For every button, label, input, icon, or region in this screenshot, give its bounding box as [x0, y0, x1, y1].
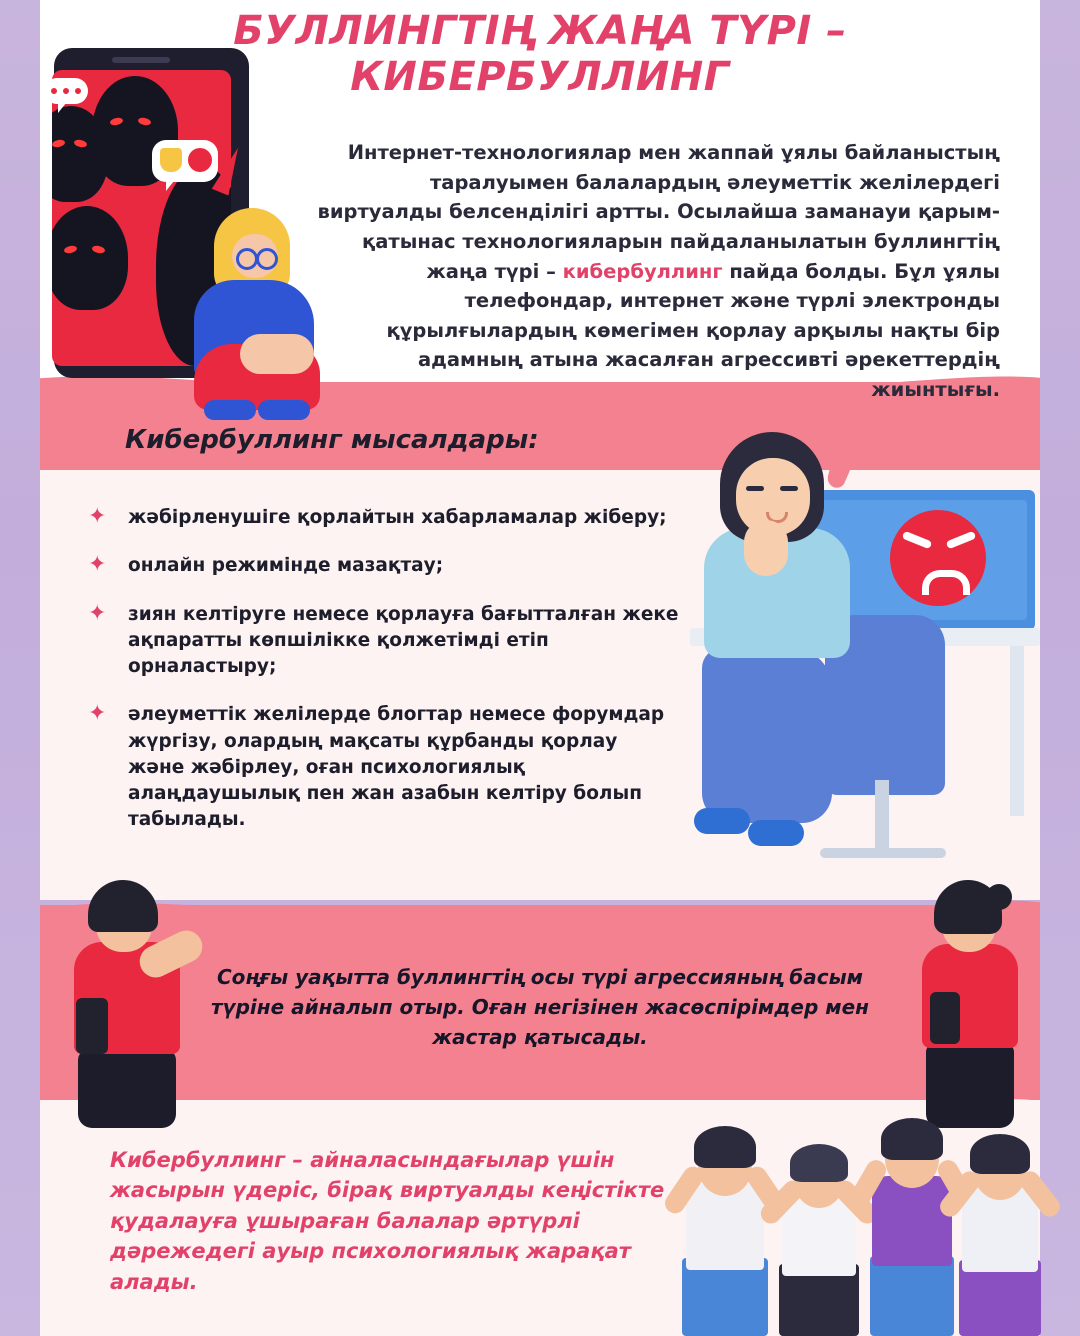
boy-hair [88, 880, 158, 932]
diamond-bullet-icon: ✦ [88, 552, 107, 578]
girl3-hair-bun [986, 884, 1012, 910]
girl-shoe-left [204, 400, 256, 420]
boy-legs [78, 1050, 176, 1128]
seated-girl-shoe-left [694, 808, 750, 834]
intro-paragraph [310, 138, 1000, 405]
seated-girl-legs [702, 648, 832, 823]
illustration-desk-girl [690, 400, 1040, 900]
examples-list [80, 505, 680, 856]
diamond-bullet-icon: ✦ [88, 701, 107, 727]
diamond-bullet-icon: ✦ [88, 600, 107, 626]
chair-stem [875, 780, 889, 850]
girl-arm [240, 334, 314, 374]
illustration-boy-with-phone [58, 880, 208, 1110]
seated-girl-arm [744, 520, 788, 576]
list-item [80, 702, 680, 833]
middle-statement: Соңғы уақытта буллингтің осы түрі агрессияның басым түріне айналып отыр. Оған негізінен жасөспірімдер мен жастар қатысады. [210, 965, 870, 1049]
title-line-1: БУЛЛИНГТІҢ ЖАҢА ТҮРІ – [233, 8, 847, 54]
title-line-2: КИБЕРБУЛЛИНГ [350, 54, 730, 100]
child-figure [946, 1136, 1054, 1336]
chair-base [820, 848, 946, 858]
intro-highlight-term: кибербуллинг [562, 259, 723, 283]
list-item-text: зиян келтіруге немесе қорлауға бағытталған жеке ақпаратты көпшілікке қолжетімді етіп орналастыру; [128, 603, 679, 678]
list-item [80, 505, 680, 531]
list-item [80, 553, 680, 579]
boy-phone-icon [76, 998, 108, 1054]
seated-girl-shoe-right [748, 820, 804, 846]
girl-face [232, 234, 278, 278]
intro-text-part-2: пайда болды. Бұл ұялы телефондар, интернет және түрлі электронды құрылғылардың көмегімен қорлау арқылы нақты бір адамның атына жасалған агрессивті әрекеттердің жиынтығы. [386, 259, 1000, 401]
closing-statement: Кибербуллинг – айналасындағылар үшін жасырын үдеріс, бірақ виртуалды кеңістікте қудалауға ұшыраған балалар әртүрлі дәрежедегі ауыр психологиялық жарақат алады. [110, 1148, 665, 1294]
list-item-text: онлайн режимінде мазақтау; [128, 555, 444, 577]
illustration-group-of-children [660, 1090, 1060, 1336]
desk-leg-right [1010, 646, 1024, 816]
chat-bubble-left [44, 78, 88, 104]
girl3-phone-icon [930, 992, 960, 1044]
list-item-text: әлеуметтік желілерде блогтар немесе форумдар жүргізу, олардың мақсаты құрбанды қорлау және жәбірлеу, оған психологиялық алаңдаушылық пен жан азабын келтіру болып табылады. [128, 704, 665, 831]
intro-text-part-1: Интернет-технологиялар мен жаппай ұялы байланыстың таралуымен балалардың әлеуметтік желілердегі виртуалды белсенділігі артты. Осылайша заманауи қарым-қатынас технологияларын пайдаланылатын буллингтің жаңа түрі – [317, 141, 1000, 283]
examples-heading: Кибербуллинг мысалдары: [125, 425, 539, 455]
list-item-text: жәбірленушіге қорлайтын хабарламалар жіберу; [128, 507, 667, 528]
chat-bubble-emoji [152, 140, 218, 182]
illustration-girl-with-phone [900, 880, 1050, 1110]
list-item [80, 602, 680, 681]
angry-mouth [922, 570, 970, 595]
girl-shoe-right [258, 400, 310, 420]
page-title [140, 8, 940, 100]
diamond-bullet-icon: ✦ [88, 504, 107, 529]
